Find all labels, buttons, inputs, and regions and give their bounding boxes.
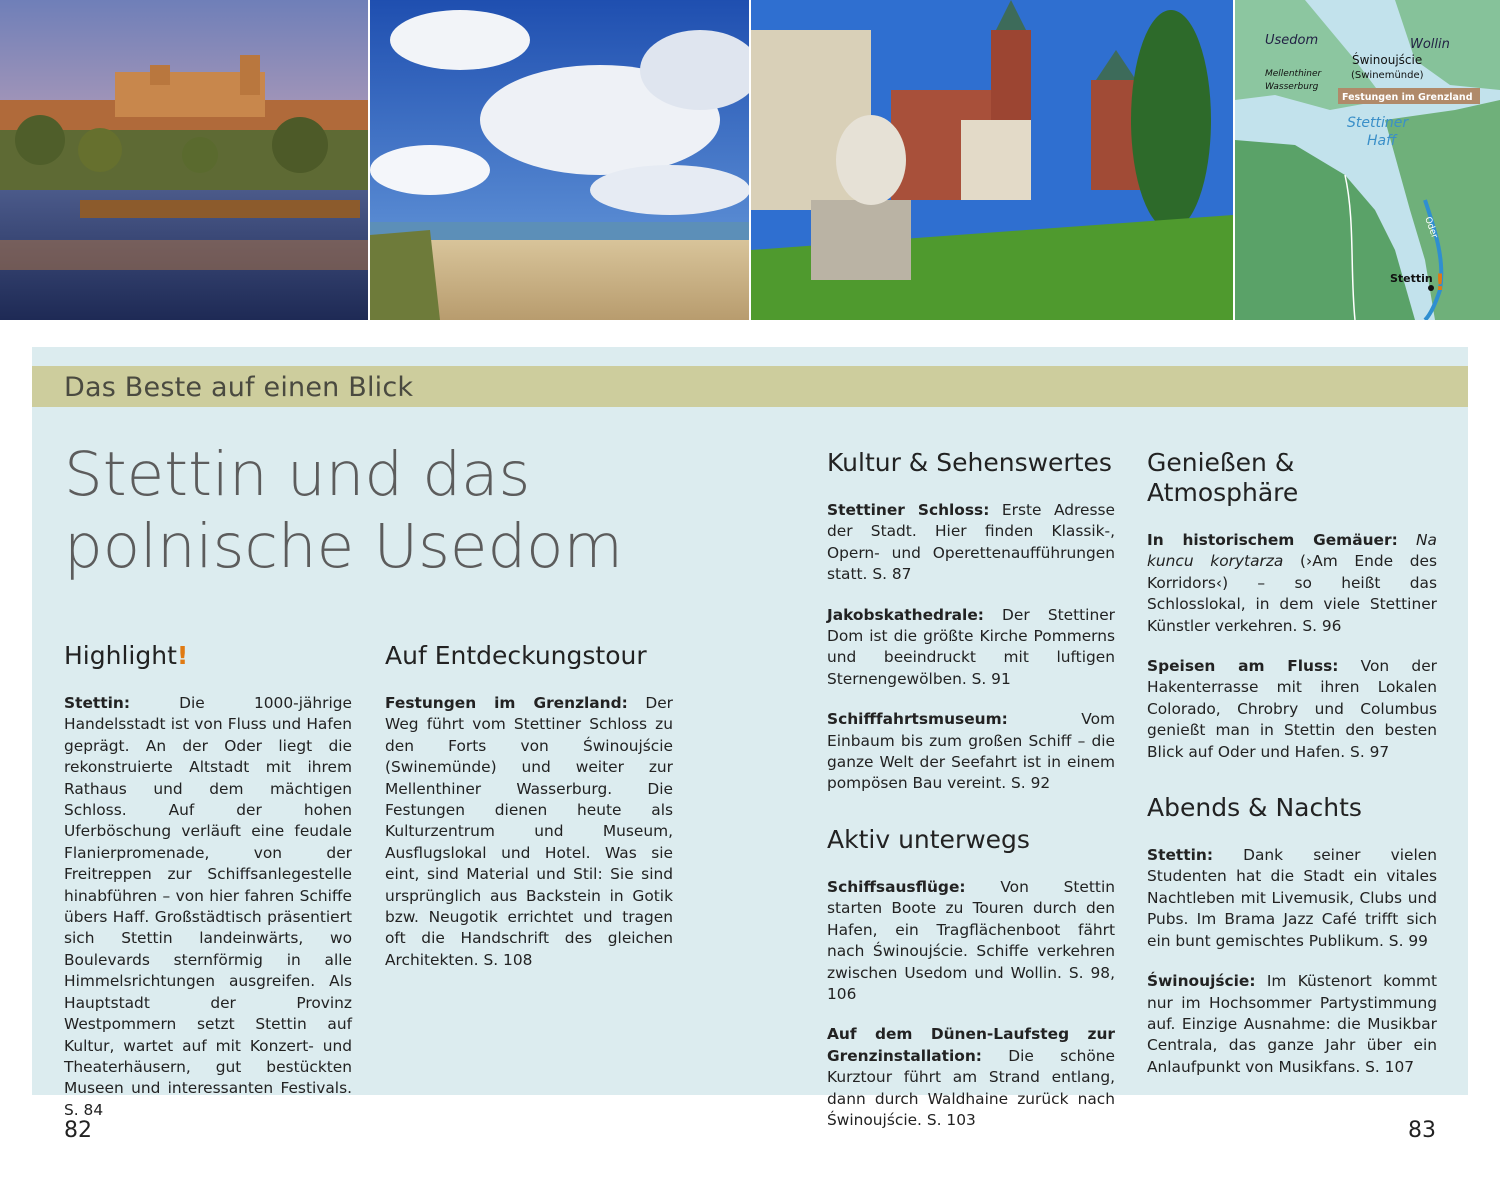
page-title — [64, 439, 784, 583]
abends-heading: Abends & Nachts — [1147, 793, 1362, 823]
beach-photo — [370, 0, 749, 320]
kultur-item — [827, 500, 1115, 586]
highlight-bold: Stettin: — [64, 694, 130, 712]
kultur-item-text: Der Stettiner Dom ist die größte Kirche Pommerns und beeindruckt mit luftigen Sternengewölben. S. 91 — [827, 605, 1115, 688]
page-number-left: 82 — [64, 1118, 92, 1143]
entdeckung-paragraph — [385, 693, 673, 971]
aktiv-item-text: Von Stettin starten Boote zu Touren durch den Hafen, ein Tragflächenboot fährt nach Świnoujście. Schiffe verkehren zwischen Usedom und Wollin. S. 98, 106 — [827, 877, 1115, 1003]
geniessen-abends-column — [1147, 448, 1437, 1097]
aktiv-item-text: Die schöne Kurztour führt am Strand entlang, dann durch Waldhaine zurück nach Świnoujście. S. 103 — [827, 1046, 1115, 1129]
highlight-heading — [64, 641, 352, 671]
geniessen-item-text: Von der Hakenterrasse mit ihren Lokalen Colorado, Chrobry und Columbus genießt man in Stettin den besten Blick auf Oder und Hafen. S. 97 — [1147, 657, 1437, 761]
kultur-item-bold: Stettiner Schloss: — [827, 501, 990, 519]
page-title-line-2: polnische Usedom — [64, 511, 623, 582]
map-label-haff-1: Stettiner — [1347, 115, 1409, 131]
highlight-paragraph — [64, 693, 352, 1121]
kultur-item — [827, 709, 1115, 795]
map-label-wollin: Wollin — [1410, 37, 1450, 52]
entdeckung-bold: Festungen im Grenzland: — [385, 694, 628, 712]
aktiv-item — [827, 1024, 1115, 1131]
kultur-item — [827, 605, 1115, 691]
stettin-panorama-photo — [0, 0, 368, 320]
geniessen-item-bold: In historischem Gemäuer: — [1147, 531, 1398, 549]
map-label-usedom: Usedom — [1265, 33, 1319, 48]
highlight-text: Die 1000-jährige Handelsstadt ist von Fluss und Hafen geprägt. An der Oder liegt die rekonstruierte Altstadt mit ihrem Rathaus und dem mächtigen Schloss. Auf der hohen Uferböschung verläuft eine feudale Flanierpromenade, von der Freitreppen zur Schiffsanlegestelle hinabführen – von hier fahren Schiffe übers Haff. Großstädtisch präsentiert sich Stettin landeinwärts, wo Boulevards sternförmig in alle Himmelsrichtungen ausgreifen. Als Hauptstadt der Provinz Westpommern setzt Stettin auf Kultur, wartet auf mit Konzert- und Theaterhäusern, gut bestückten Museen und interessanten Festivals. S. 84 — [64, 694, 352, 1119]
page-number-right: 83 — [1408, 1118, 1436, 1143]
map-label-haff-2: Haff — [1367, 133, 1397, 149]
map-label-mellenthiner: Mellenthiner — [1265, 69, 1322, 79]
aktiv-item-bold: Schiffsausflüge: — [827, 877, 966, 896]
aktiv-item-bold: Auf dem Dünen-Laufsteg zur Grenzinstallation: — [827, 1025, 1115, 1065]
entdeckung-heading: Auf Entdeckungstour — [385, 641, 647, 670]
map-label-wasserburg: Wasserburg — [1265, 82, 1319, 92]
geniessen-item — [1147, 530, 1437, 637]
map-label-swinoujscie: Świnoujście — [1352, 53, 1423, 67]
abends-item-bold: Stettin: — [1147, 846, 1213, 865]
map-label-stettin: Stettin — [1390, 272, 1433, 285]
highlight-column — [64, 641, 352, 1140]
entdeckung-column — [385, 641, 673, 990]
kultur-aktiv-column — [827, 448, 1115, 1150]
aktiv-item — [827, 877, 1115, 1005]
highlight-heading-text: Highlight — [64, 641, 177, 670]
hakenterrasse-photo — [751, 0, 1233, 320]
map-label-oder: Oder — [1422, 215, 1440, 240]
abends-item — [1147, 845, 1437, 952]
kultur-item-bold: Jakobskathedrale: — [827, 605, 984, 624]
map-highlight-mark: ! — [1435, 271, 1446, 296]
highlight-excl-icon: ! — [176, 641, 189, 670]
page-title-line-1: Stettin und das — [64, 439, 531, 510]
kultur-item-text: Vom Einbaum bis zum großen Schiff – die ganze Welt der Seefahrt ist in einem pompösen Bau vereint. S. 92 — [827, 710, 1115, 793]
geniessen-item-italic: Na kuncu korytarza — [1147, 531, 1437, 571]
entdeckung-text: Der Weg führt vom Stettiner Schloss zu den Forts von Świnoujście (Swinemünde) und weiter zur Mellenthiner Wasserburg. Die Festungen dienen heute als Kulturzentrum und Museum, Ausflugslokal und Hotel. Was sie eint, sind Material und Stil: Sie sind ursprünglich aus Backstein in Gotik bzw. Neugotik errichtet und tragen oft die Handschrift des gleichen Architekten. S. 108 — [385, 694, 673, 969]
geniessen-item — [1147, 656, 1437, 763]
geniessen-item-bold: Speisen am Fluss: — [1147, 657, 1339, 676]
geniessen-item-text: (›Am Ende des Korridors‹) – so heißt das Schlosslokal, in dem viele Stettiner Künstler verkehren. S. 96 — [1147, 552, 1437, 635]
content-panel — [32, 347, 1468, 1129]
section-band — [32, 366, 1468, 407]
kultur-heading: Kultur & Sehenswertes — [827, 448, 1112, 477]
map-label-festungen: Festungen im Grenzland — [1342, 92, 1473, 103]
kultur-item-text: Erste Adresse der Stadt. Hier finden Klassik-, Opern- und Operettenaufführungen statt. S. 87 — [827, 501, 1116, 584]
abends-item — [1147, 971, 1437, 1078]
abends-item-text: Im Küstenort kommt nur im Hochsommer Partystimmung auf. Einzige Ausnahme: die Musikbar Centrala, das ganze Jahr über ein Anlaufpunkt von Musikfans. S. 107 — [1147, 972, 1437, 1076]
kultur-item-bold: Schifffahrtsmuseum: — [827, 710, 1008, 729]
band-title: Das Beste auf einen Blick — [64, 372, 414, 403]
region-map — [1235, 0, 1500, 320]
aktiv-heading: Aktiv unterwegs — [827, 824, 1030, 854]
map-city-dot — [1428, 285, 1434, 291]
geniessen-heading: Genießen & Atmosphäre — [1147, 448, 1299, 507]
abends-item-bold: Świnoujście: — [1147, 972, 1256, 991]
map-label-swinemuende: (Swinemünde) — [1351, 70, 1424, 81]
abends-item-text: Dank seiner vielen Studenten hat die Stadt ein vitales Nachtleben mit Livemusik, Clubs und Pubs. Im Brama Jazz Café trifft sich ein bunt gemischtes Publikum. S. 99 — [1147, 846, 1437, 950]
